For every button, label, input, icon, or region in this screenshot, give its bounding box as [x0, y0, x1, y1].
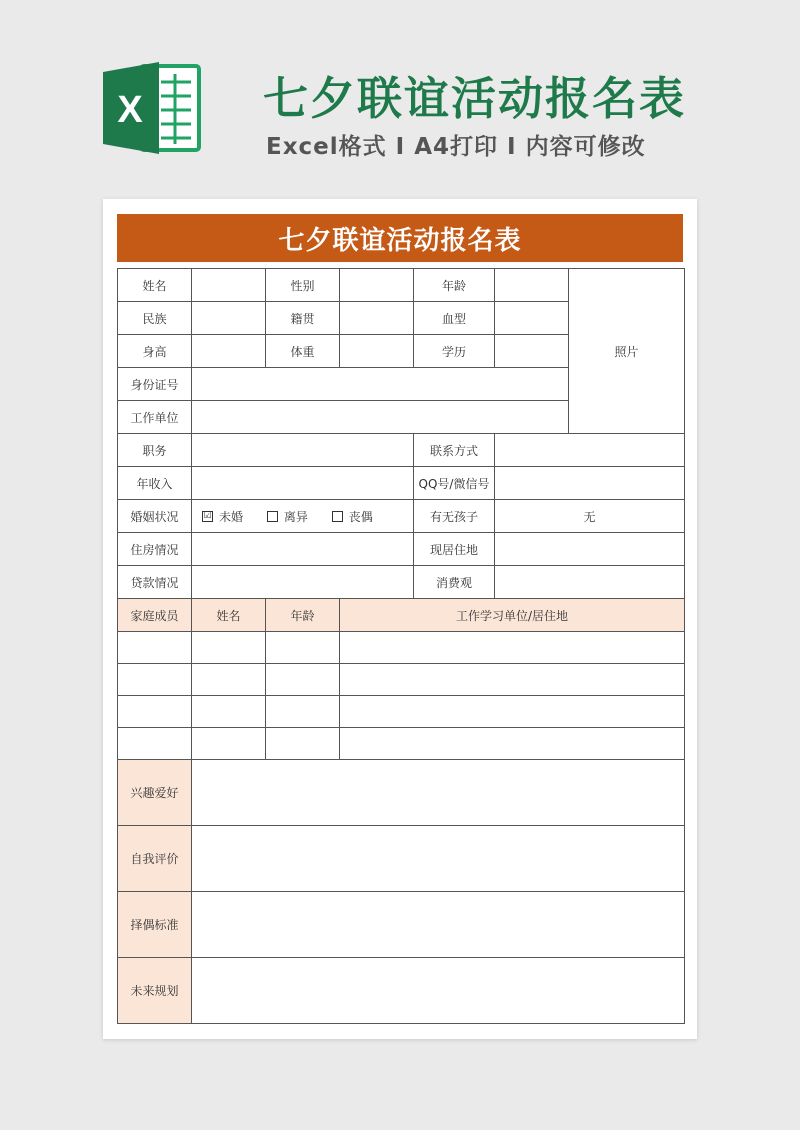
input-loan[interactable]: [192, 566, 414, 599]
label-ethnicity: 民族: [118, 302, 192, 335]
label-gender: 性别: [266, 269, 340, 302]
input-name[interactable]: [192, 269, 266, 302]
input-hobbies[interactable]: [192, 760, 685, 826]
label-income: 年收入: [118, 467, 192, 500]
family-age-cell[interactable]: [266, 728, 340, 760]
family-work-cell[interactable]: [340, 728, 685, 760]
label-age: 年龄: [414, 269, 495, 302]
label-loan: 贷款情况: [118, 566, 192, 599]
input-gender[interactable]: [340, 269, 414, 302]
label-workplace: 工作单位: [118, 401, 192, 434]
label-weight: 体重: [266, 335, 340, 368]
input-id-number[interactable]: [192, 368, 569, 401]
label-height: 身高: [118, 335, 192, 368]
input-native-place[interactable]: [340, 302, 414, 335]
label-partner-standard: 择偶标准: [118, 892, 192, 958]
input-qq-wechat[interactable]: [495, 467, 685, 500]
family-header-member: 家庭成员: [118, 599, 192, 632]
input-education[interactable]: [495, 335, 569, 368]
form-title: 七夕联谊活动报名表: [117, 214, 683, 262]
input-weight[interactable]: [340, 335, 414, 368]
family-name-cell[interactable]: [192, 664, 266, 696]
family-name-cell[interactable]: [192, 728, 266, 760]
checkbox-icon[interactable]: [267, 511, 278, 522]
input-contact[interactable]: [495, 434, 685, 467]
label-education: 学历: [414, 335, 495, 368]
marital-option-widowed[interactable]: 丧偶: [332, 508, 373, 525]
label-housing: 住房情况: [118, 533, 192, 566]
excel-logo-letter: X: [117, 89, 143, 131]
input-blood-type[interactable]: [495, 302, 569, 335]
label-future-plan: 未来规划: [118, 958, 192, 1024]
family-work-cell[interactable]: [340, 632, 685, 664]
marital-option-single[interactable]: ☑ 未婚: [203, 509, 244, 524]
family-age-cell[interactable]: [266, 632, 340, 664]
page-title: 七夕联谊活动报名表: [263, 72, 687, 125]
label-residence: 现居住地: [414, 533, 495, 566]
family-header-work: 工作学习单位/居住地: [340, 599, 685, 632]
label-consumption: 消费观: [414, 566, 495, 599]
input-consumption[interactable]: [495, 566, 685, 599]
family-member-cell[interactable]: [118, 696, 192, 728]
input-self-evaluation[interactable]: [192, 826, 685, 892]
family-header-age: 年龄: [266, 599, 340, 632]
label-position: 职务: [118, 434, 192, 467]
marital-options: [192, 500, 414, 533]
label-marital: 婚姻状况: [118, 500, 192, 533]
input-partner-standard[interactable]: [192, 892, 685, 958]
excel-logo-icon: [103, 58, 203, 158]
family-age-cell[interactable]: [266, 696, 340, 728]
input-workplace[interactable]: [192, 401, 569, 434]
input-income[interactable]: [192, 467, 414, 500]
family-name-cell[interactable]: [192, 696, 266, 728]
family-row: [118, 696, 685, 728]
label-self-evaluation: 自我评价: [118, 826, 192, 892]
label-blood-type: 血型: [414, 302, 495, 335]
input-residence[interactable]: [495, 533, 685, 566]
input-housing[interactable]: [192, 533, 414, 566]
family-header-name: 姓名: [192, 599, 266, 632]
family-work-cell[interactable]: [340, 664, 685, 696]
checked-checkbox-icon[interactable]: ☑: [203, 510, 212, 521]
label-children: 有无孩子: [414, 500, 495, 533]
input-future-plan[interactable]: [192, 958, 685, 1024]
family-row: [118, 632, 685, 664]
input-age[interactable]: [495, 269, 569, 302]
label-hobbies: 兴趣爱好: [118, 760, 192, 826]
input-children[interactable]: 无: [495, 500, 685, 533]
label-name: 姓名: [118, 269, 192, 302]
family-row: [118, 664, 685, 696]
input-position[interactable]: [192, 434, 414, 467]
input-height[interactable]: [192, 335, 266, 368]
family-age-cell[interactable]: [266, 664, 340, 696]
checkbox-icon[interactable]: [332, 511, 343, 522]
marital-option-divorced[interactable]: 离异: [267, 508, 308, 525]
family-name-cell[interactable]: [192, 632, 266, 664]
family-row: [118, 728, 685, 760]
label-id-number: 身份证号: [118, 368, 192, 401]
label-contact: 联系方式: [414, 434, 495, 467]
label-native-place: 籍贯: [266, 302, 340, 335]
family-member-cell[interactable]: [118, 728, 192, 760]
photo-cell[interactable]: 照片: [569, 269, 685, 434]
label-qq-wechat: QQ号/微信号: [414, 467, 495, 500]
page-subtitle: Excel格式 I A4打印 I 内容可修改: [266, 134, 646, 160]
family-member-cell[interactable]: [118, 632, 192, 664]
family-work-cell[interactable]: [340, 696, 685, 728]
family-member-cell[interactable]: [118, 664, 192, 696]
input-ethnicity[interactable]: [192, 302, 266, 335]
registration-form: [117, 268, 685, 1024]
